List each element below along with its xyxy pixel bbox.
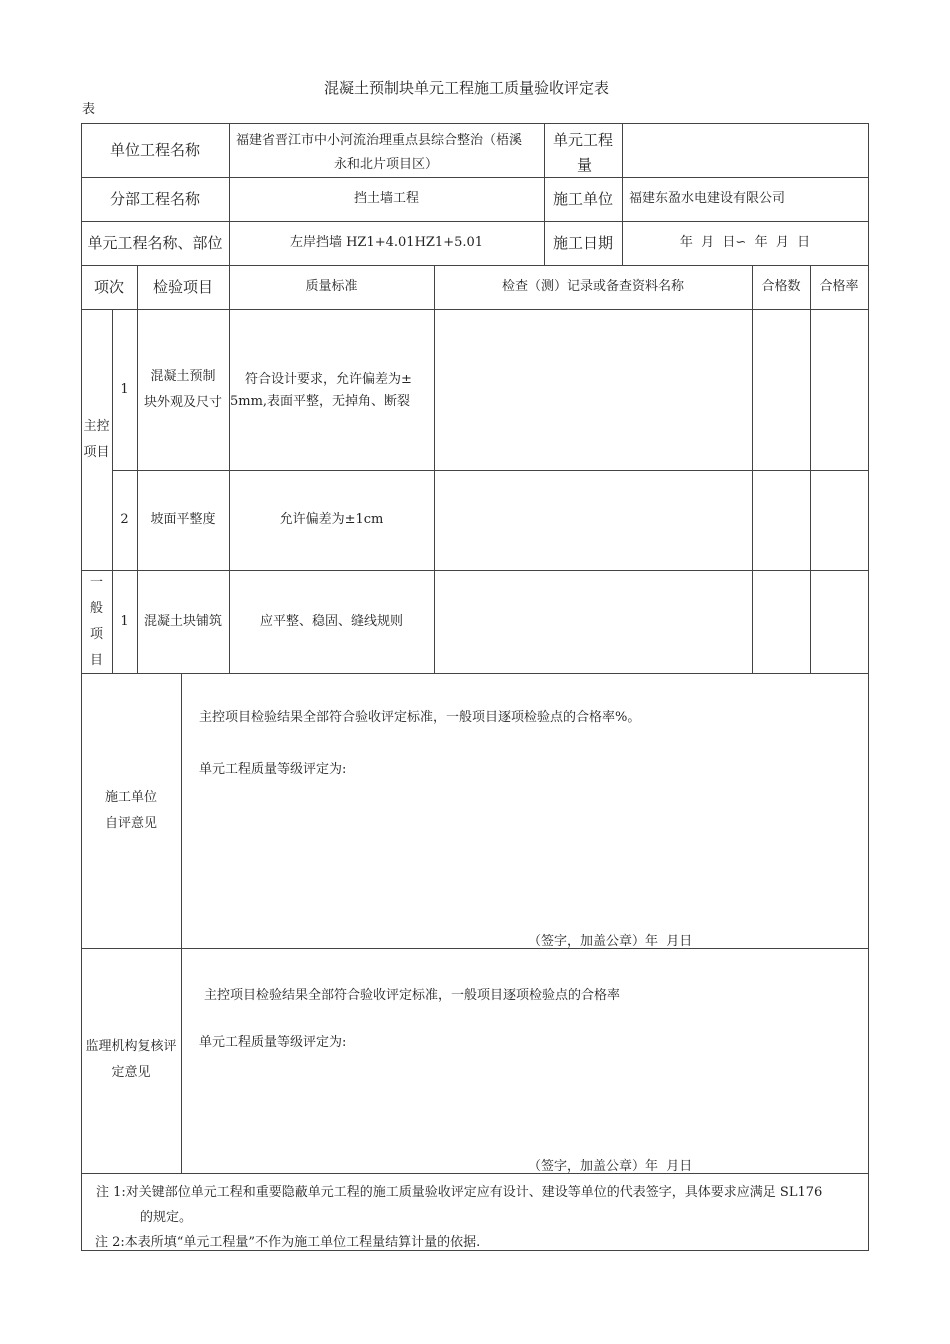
- row-number: 1: [120, 381, 129, 397]
- contractor-signature: （签字，加盖公章）年 月日: [528, 934, 693, 949]
- table-label: 表: [82, 102, 96, 117]
- inspection-item: 坡面平整度: [150, 512, 216, 527]
- division-value: 挡土墙工程: [353, 191, 419, 206]
- col-pass-rate: 合格率: [819, 279, 859, 294]
- note-1-line1: 注 1:对关键部位单元工程和重要隐蔽单元工程的施工质量验收评定应有设计、建设等单位的代表签字，具体要求应满足 SL176: [96, 1185, 823, 1200]
- quality-standard: 应平整、稳固、缝线规则: [259, 613, 403, 629]
- general-label-char: 项: [89, 626, 103, 642]
- contractor-opinion-line2: 单元工程质量等级评定为:: [199, 762, 347, 777]
- date-value: 年 月 日∽ 年 月 日: [679, 235, 811, 250]
- supervisor-opinion-label-line1: 监理机构复核评: [85, 1039, 177, 1054]
- pass-count-cell[interactable]: [752, 570, 810, 673]
- col-quality-standard: 质量标准: [305, 279, 358, 294]
- inspection-item-line2: 块外观及尺寸: [143, 394, 222, 410]
- col-inspection-item: 检验项目: [152, 278, 213, 296]
- division-label: 分部工程名称: [109, 190, 200, 208]
- supervisor-signature: （签字，加盖公章）年 月日: [528, 1159, 693, 1174]
- pass-rate-cell[interactable]: [810, 309, 868, 470]
- inspection-item: [137, 309, 229, 470]
- element-label: 单元工程名称、部位: [87, 234, 223, 252]
- record-cell[interactable]: [434, 570, 752, 673]
- pass-rate-cell[interactable]: [810, 470, 868, 570]
- contractor-opinion-label: [81, 673, 181, 948]
- unit-quantity-label-line2: 量: [577, 156, 593, 174]
- record-cell[interactable]: [434, 309, 752, 470]
- main-control-label-line1: 主控: [83, 418, 110, 434]
- unit-project-value-line2: 永和北片项目区）: [334, 157, 439, 172]
- pass-count-cell[interactable]: [752, 309, 810, 470]
- general-label-char: 一: [89, 574, 103, 590]
- row-number: 1: [120, 613, 129, 629]
- contractor-value: 福建东盈水电建设有限公司: [628, 191, 785, 206]
- unit-quantity-value[interactable]: [622, 123, 868, 177]
- note-1-line2: 的规定。: [140, 1210, 193, 1225]
- supervisor-opinion-line2: 单元工程质量等级评定为:: [199, 1035, 347, 1050]
- quality-standard: 允许偏差为±1cm: [279, 512, 384, 527]
- unit-project-value-line1: 福建省晋江市中小河流治理重点县综合整治（梧溪: [236, 133, 523, 148]
- general-label-char: 般: [89, 600, 103, 616]
- col-pass-count: 合格数: [761, 279, 801, 294]
- contractor-opinion-line1: 主控项目检验结果全部符合验收评定标准，一般项目逐项检验点的合格率%。: [199, 710, 641, 725]
- record-cell[interactable]: [434, 470, 752, 570]
- pass-count-cell[interactable]: [752, 470, 810, 570]
- main-control-label-line2: 项目: [83, 444, 110, 460]
- note-2: 注 2:本表所填“单元工程量”不作为施工单位工程量结算计量的依据.: [95, 1235, 481, 1250]
- supervisor-opinion-line1: 主控项目检验结果全部符合验收评定标准，一般项目逐项检验点的合格率: [204, 988, 621, 1003]
- col-record: 检查（测）记录或备查资料名称: [501, 279, 684, 294]
- main-control-group-label: [81, 309, 112, 570]
- row-number: 2: [120, 512, 129, 527]
- element-value: 左岸挡墙 HZ1+4.01HZ1+5.01: [289, 235, 484, 250]
- contractor-opinion-label-line2: 自评意见: [104, 815, 157, 831]
- page-title: 混凝土预制块单元工程施工质量验收评定表: [324, 79, 610, 97]
- contractor-label: 施工单位: [552, 190, 613, 208]
- pass-rate-cell[interactable]: [810, 570, 868, 673]
- inspection-item-line1: 混凝土预制: [150, 368, 216, 384]
- unit-project-label: 单位工程名称: [109, 141, 200, 159]
- unit-quantity-label-line1: 单元工程: [553, 131, 614, 149]
- general-label-char: 目: [89, 652, 103, 668]
- date-label: 施工日期: [552, 234, 613, 252]
- col-item-no: 项次: [93, 278, 124, 296]
- supervisor-opinion-label: [81, 1030, 181, 1090]
- quality-standard-line2: 5mm,表面平整，无掉角、断裂: [230, 394, 411, 409]
- general-group-label: [81, 570, 112, 673]
- inspection-item: 混凝土块铺筑: [143, 613, 222, 629]
- supervisor-opinion-label-line2: 定意见: [111, 1065, 151, 1080]
- quality-standard-line1: 符合设计要求，允许偏差为±: [245, 372, 412, 387]
- contractor-opinion-label-line1: 施工单位: [104, 789, 157, 805]
